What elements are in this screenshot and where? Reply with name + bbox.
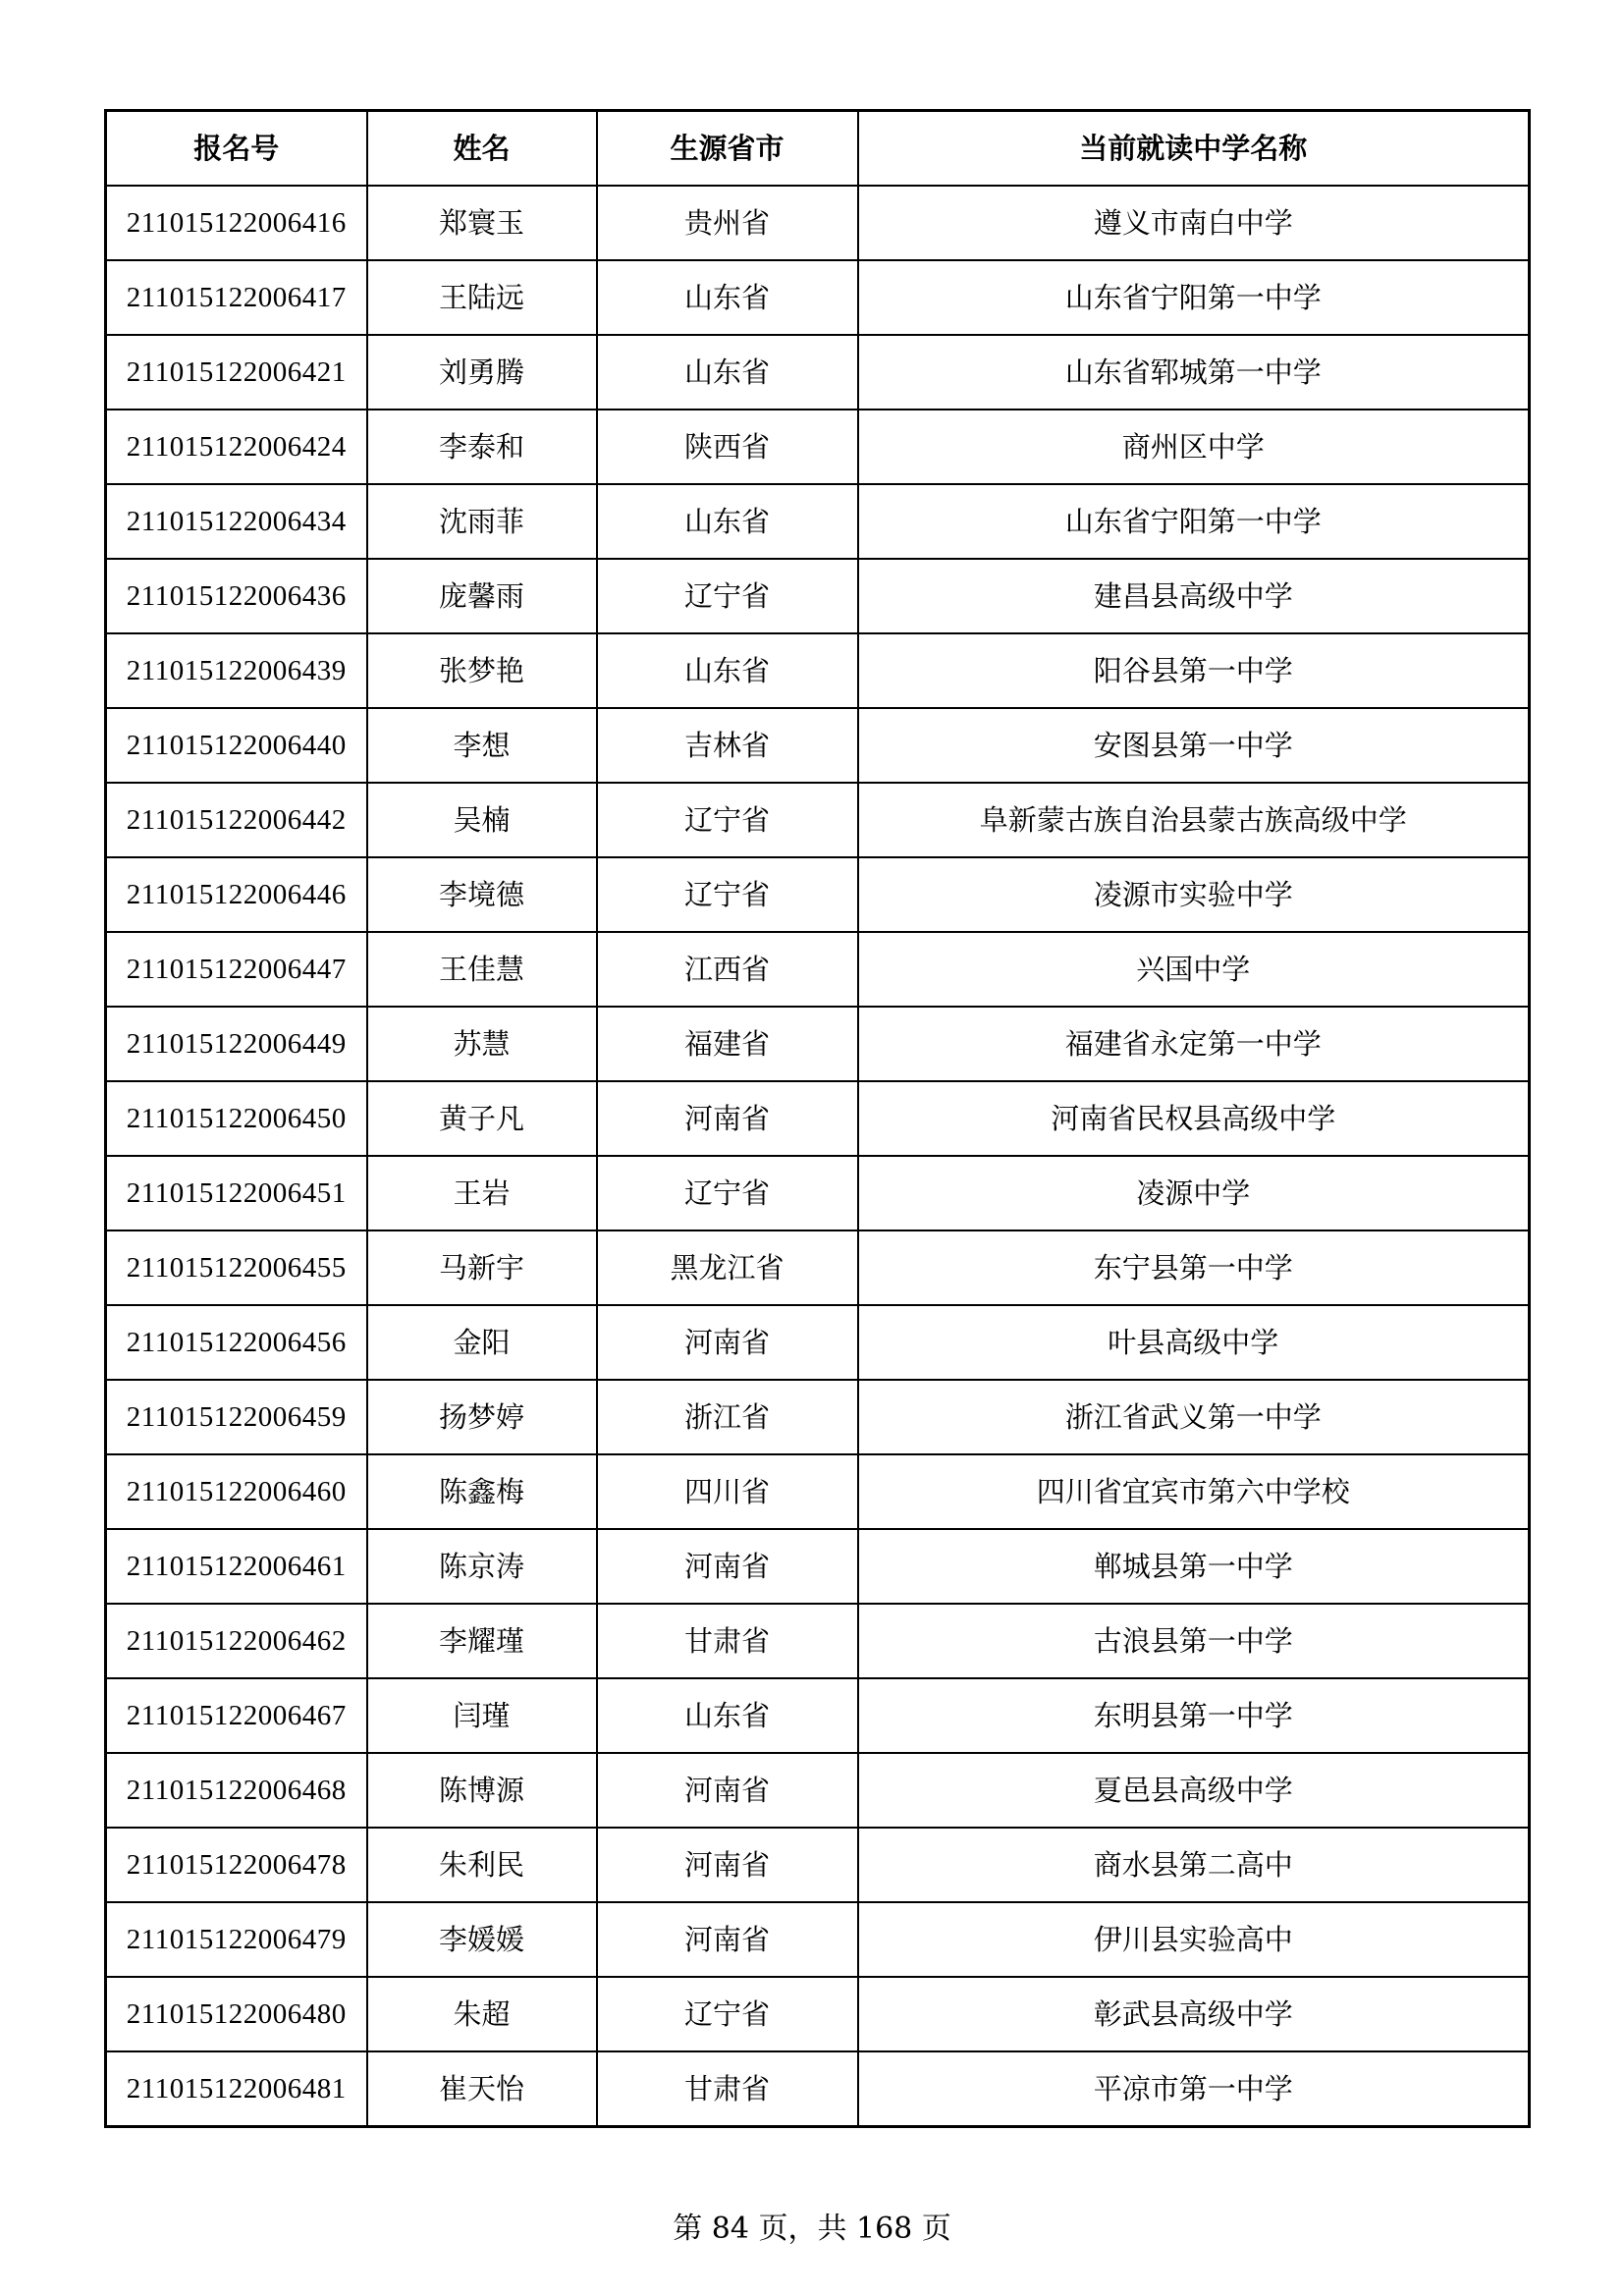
cell-registration-number: 211015122006479 — [106, 1902, 367, 1977]
table-row — [106, 1828, 1530, 1902]
cell-registration-number: 211015122006481 — [106, 2051, 367, 2127]
cell-name: 朱利民 — [367, 1828, 597, 1902]
cell-school: 建昌县高级中学 — [858, 559, 1530, 633]
cell-registration-number: 211015122006450 — [106, 1081, 367, 1156]
table-body — [106, 186, 1530, 2127]
cell-name: 李想 — [367, 708, 597, 783]
cell-name: 张梦艳 — [367, 633, 597, 708]
cell-registration-number: 211015122006480 — [106, 1977, 367, 2051]
cell-registration-number: 211015122006478 — [106, 1828, 367, 1902]
table-row — [106, 410, 1530, 484]
cell-registration-number: 211015122006434 — [106, 484, 367, 559]
cell-school: 兴国中学 — [858, 932, 1530, 1007]
table-row — [106, 1902, 1530, 1977]
table-row — [106, 1305, 1530, 1380]
cell-name: 李境德 — [367, 857, 597, 932]
header-school: 当前就读中学名称 — [858, 111, 1530, 187]
table-row — [106, 1977, 1530, 2051]
cell-school: 平凉市第一中学 — [858, 2051, 1530, 2127]
cell-province: 辽宁省 — [597, 1977, 858, 2051]
cell-province: 山东省 — [597, 335, 858, 410]
cell-name: 闫瑾 — [367, 1678, 597, 1753]
cell-school: 阜新蒙古族自治县蒙古族高级中学 — [858, 783, 1530, 857]
cell-province: 江西省 — [597, 932, 858, 1007]
cell-registration-number: 211015122006455 — [106, 1230, 367, 1305]
cell-school: 东明县第一中学 — [858, 1678, 1530, 1753]
cell-school: 遵义市南白中学 — [858, 186, 1530, 260]
cell-province: 河南省 — [597, 1081, 858, 1156]
table-row — [106, 783, 1530, 857]
cell-name: 苏慧 — [367, 1007, 597, 1081]
cell-school: 四川省宜宾市第六中学校 — [858, 1454, 1530, 1529]
cell-name: 郑寰玉 — [367, 186, 597, 260]
cell-registration-number: 211015122006456 — [106, 1305, 367, 1380]
cell-province: 辽宁省 — [597, 559, 858, 633]
cell-registration-number: 211015122006446 — [106, 857, 367, 932]
table-row — [106, 633, 1530, 708]
table-row — [106, 1081, 1530, 1156]
table-row — [106, 1678, 1530, 1753]
cell-province: 浙江省 — [597, 1380, 858, 1454]
cell-school: 商水县第二高中 — [858, 1828, 1530, 1902]
cell-registration-number: 211015122006460 — [106, 1454, 367, 1529]
cell-registration-number: 211015122006468 — [106, 1753, 367, 1828]
table-row — [106, 559, 1530, 633]
cell-school: 山东省宁阳第一中学 — [858, 484, 1530, 559]
cell-school: 山东省郓城第一中学 — [858, 335, 1530, 410]
page-footer: 第 84 页，共 168 页 — [673, 2212, 951, 2246]
header-row — [106, 111, 1530, 187]
table-row — [106, 186, 1530, 260]
cell-province: 黑龙江省 — [597, 1230, 858, 1305]
header-registration-number: 报名号 — [106, 111, 367, 187]
cell-registration-number: 211015122006462 — [106, 1604, 367, 1678]
cell-school: 古浪县第一中学 — [858, 1604, 1530, 1678]
cell-registration-number: 211015122006461 — [106, 1529, 367, 1604]
table-row — [106, 1604, 1530, 1678]
cell-school: 夏邑县高级中学 — [858, 1753, 1530, 1828]
cell-school: 东宁县第一中学 — [858, 1230, 1530, 1305]
table-row — [106, 1230, 1530, 1305]
cell-province: 甘肃省 — [597, 1604, 858, 1678]
header-name: 姓名 — [367, 111, 597, 187]
cell-name: 黄子凡 — [367, 1081, 597, 1156]
cell-province: 吉林省 — [597, 708, 858, 783]
table-row — [106, 1753, 1530, 1828]
cell-school: 彰武县高级中学 — [858, 1977, 1530, 2051]
cell-name: 扬梦婷 — [367, 1380, 597, 1454]
cell-province: 辽宁省 — [597, 857, 858, 932]
cell-name: 王岩 — [367, 1156, 597, 1230]
cell-name: 李媛媛 — [367, 1902, 597, 1977]
table-row — [106, 1529, 1530, 1604]
table-row — [106, 857, 1530, 932]
cell-province: 山东省 — [597, 1678, 858, 1753]
cell-province: 贵州省 — [597, 186, 858, 260]
cell-province: 河南省 — [597, 1753, 858, 1828]
cell-school: 阳谷县第一中学 — [858, 633, 1530, 708]
cell-registration-number: 211015122006447 — [106, 932, 367, 1007]
cell-province: 辽宁省 — [597, 783, 858, 857]
cell-name: 朱超 — [367, 1977, 597, 2051]
cell-province: 福建省 — [597, 1007, 858, 1081]
table-row — [106, 484, 1530, 559]
cell-school: 郸城县第一中学 — [858, 1529, 1530, 1604]
cell-name: 马新宇 — [367, 1230, 597, 1305]
cell-name: 王陆远 — [367, 260, 597, 335]
cell-name: 王佳慧 — [367, 932, 597, 1007]
cell-registration-number: 211015122006417 — [106, 260, 367, 335]
cell-name: 金阳 — [367, 1305, 597, 1380]
cell-registration-number: 211015122006451 — [106, 1156, 367, 1230]
cell-registration-number: 211015122006467 — [106, 1678, 367, 1753]
cell-name: 庞馨雨 — [367, 559, 597, 633]
cell-province: 四川省 — [597, 1454, 858, 1529]
cell-province: 河南省 — [597, 1305, 858, 1380]
cell-school: 安图县第一中学 — [858, 708, 1530, 783]
cell-province: 河南省 — [597, 1828, 858, 1902]
table-row — [106, 260, 1530, 335]
cell-province: 甘肃省 — [597, 2051, 858, 2127]
cell-registration-number: 211015122006440 — [106, 708, 367, 783]
table-row — [106, 1380, 1530, 1454]
cell-school: 凌源中学 — [858, 1156, 1530, 1230]
cell-school: 叶县高级中学 — [858, 1305, 1530, 1380]
table-row — [106, 708, 1530, 783]
cell-registration-number: 211015122006459 — [106, 1380, 367, 1454]
cell-name: 崔天怡 — [367, 2051, 597, 2127]
cell-province: 山东省 — [597, 633, 858, 708]
cell-name: 李耀瑾 — [367, 1604, 597, 1678]
cell-name: 吴楠 — [367, 783, 597, 857]
cell-name: 沈雨菲 — [367, 484, 597, 559]
cell-name: 陈鑫梅 — [367, 1454, 597, 1529]
cell-province: 山东省 — [597, 260, 858, 335]
cell-school: 商州区中学 — [858, 410, 1530, 484]
header-province: 生源省市 — [597, 111, 858, 187]
cell-province: 河南省 — [597, 1902, 858, 1977]
cell-registration-number: 211015122006449 — [106, 1007, 367, 1081]
cell-name: 李泰和 — [367, 410, 597, 484]
roster-table — [104, 109, 1531, 2128]
table-row — [106, 1007, 1530, 1081]
cell-registration-number: 211015122006424 — [106, 410, 367, 484]
table-row — [106, 335, 1530, 410]
cell-province: 陕西省 — [597, 410, 858, 484]
cell-registration-number: 211015122006421 — [106, 335, 367, 410]
table-header — [106, 111, 1530, 187]
cell-school: 山东省宁阳第一中学 — [858, 260, 1530, 335]
cell-province: 辽宁省 — [597, 1156, 858, 1230]
cell-province: 河南省 — [597, 1529, 858, 1604]
cell-registration-number: 211015122006436 — [106, 559, 367, 633]
cell-school: 浙江省武义第一中学 — [858, 1380, 1530, 1454]
cell-name: 刘勇腾 — [367, 335, 597, 410]
table-row — [106, 932, 1530, 1007]
cell-name: 陈博源 — [367, 1753, 597, 1828]
cell-registration-number: 211015122006416 — [106, 186, 367, 260]
cell-name: 陈京涛 — [367, 1529, 597, 1604]
table-row — [106, 1454, 1530, 1529]
table-row — [106, 2051, 1530, 2127]
cell-school: 凌源市实验中学 — [858, 857, 1530, 932]
cell-school: 伊川县实验高中 — [858, 1902, 1530, 1977]
cell-registration-number: 211015122006439 — [106, 633, 367, 708]
table-row — [106, 1156, 1530, 1230]
cell-school: 福建省永定第一中学 — [858, 1007, 1530, 1081]
cell-province: 山东省 — [597, 484, 858, 559]
cell-school: 河南省民权县高级中学 — [858, 1081, 1530, 1156]
cell-registration-number: 211015122006442 — [106, 783, 367, 857]
